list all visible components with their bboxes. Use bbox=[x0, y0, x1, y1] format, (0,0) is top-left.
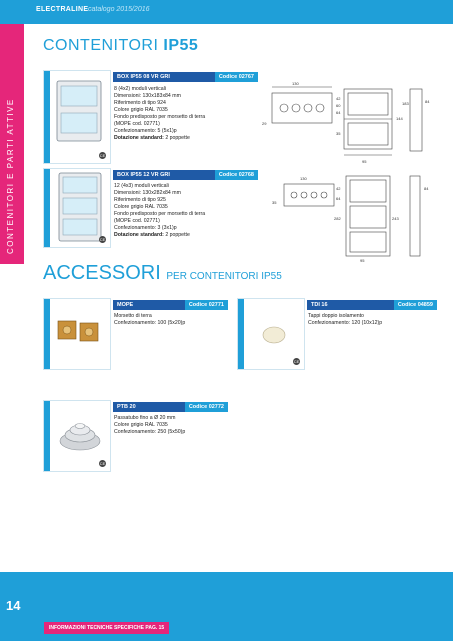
svg-text:84: 84 bbox=[425, 99, 430, 104]
accessory-name: PTB 20 bbox=[117, 404, 136, 410]
product-photo-box-08 bbox=[43, 70, 111, 164]
section-title-contenitori: CONTENITORI IP55 bbox=[43, 37, 199, 54]
product-band bbox=[113, 170, 258, 180]
ce-mark-icon: CE bbox=[293, 359, 300, 364]
accessory-photo-mope bbox=[43, 298, 111, 370]
brand-logo: ELECTRALINE bbox=[36, 6, 89, 13]
product-description: 8 (4x2) moduli verticali Dimensioni: 130x183x84 mm Riferimento di tipo 924 Colore grigio RAL 7035 Fondo predisposto per morsetto di terra (MOPE cod. 02771) Confezionamento: 5 (5x1)p Dotazione standard: 2 poppette bbox=[114, 86, 206, 141]
product-code: Codice 02768 bbox=[215, 170, 258, 180]
ce-mark-icon: CE bbox=[99, 153, 106, 158]
enclosure-image bbox=[44, 71, 110, 163]
terminal-image bbox=[44, 299, 110, 369]
ce-mark-icon: CE bbox=[99, 461, 106, 466]
accessory-description: Tappi doppio isolamento Confezionamento: 120 (10x12)p bbox=[308, 313, 383, 326]
top-bar bbox=[0, 0, 453, 24]
ce-mark-icon: CE bbox=[99, 237, 106, 242]
accessory-photo-ptb bbox=[43, 400, 111, 472]
accessory-band bbox=[307, 300, 437, 310]
svg-text:130: 130 bbox=[292, 81, 299, 86]
product-name: BOX IP55 12 VR GRI bbox=[117, 172, 170, 178]
bottom-bar bbox=[0, 572, 453, 641]
accessory-description: Passatubo fino a Ø 20 mm Colore grigio RAL 7035 Confezionamento: 250 (5x50)p bbox=[114, 415, 186, 435]
accessory-band bbox=[113, 300, 228, 310]
accessory-name: TDI 16 bbox=[311, 302, 328, 308]
accessory-name: MOPE bbox=[117, 302, 134, 308]
svg-text:42: 42 bbox=[336, 96, 341, 101]
svg-text:64: 64 bbox=[336, 196, 341, 201]
svg-text:84: 84 bbox=[424, 186, 429, 191]
svg-text:282: 282 bbox=[334, 216, 341, 221]
accessory-photo-tdi bbox=[237, 298, 305, 370]
sidebar bbox=[0, 24, 24, 264]
svg-text:35: 35 bbox=[336, 131, 341, 136]
svg-text:42: 42 bbox=[336, 186, 341, 191]
svg-text:144: 144 bbox=[396, 116, 403, 121]
catalog-label: catalogo 2015/2016 bbox=[88, 6, 150, 13]
svg-text:35: 35 bbox=[272, 200, 277, 205]
accessory-description: Morsetto di terra Confezionamento: 100 (5x20)p bbox=[114, 313, 186, 326]
product-band bbox=[113, 72, 258, 82]
svg-text:29: 29 bbox=[262, 121, 267, 126]
page-number: 14 bbox=[6, 598, 21, 613]
accessory-code: Codice 02771 bbox=[185, 300, 228, 310]
svg-text:60: 60 bbox=[336, 103, 341, 108]
accessory-code: Codice 04859 bbox=[394, 300, 437, 310]
svg-text:95: 95 bbox=[360, 258, 365, 263]
product-name: BOX IP55 08 VR GRI bbox=[117, 74, 170, 80]
product-code: Codice 02767 bbox=[215, 72, 258, 82]
technical-info-link[interactable]: INFORMAZIONI TECNICHE SPECIFICHE PAG. 15 bbox=[44, 622, 169, 634]
section-title-accessori: ACCESSORI PER CONTENITORI IP55 bbox=[43, 262, 282, 284]
accessory-code: Codice 02772 bbox=[185, 402, 228, 412]
sidebar-label: CONTENITORI E PARTI ATTIVE bbox=[6, 98, 15, 254]
svg-text:130: 130 bbox=[300, 176, 307, 181]
svg-text:64: 64 bbox=[336, 110, 341, 115]
technical-drawing-box-12 bbox=[262, 170, 442, 265]
product-description: 12 (4x3) moduli verticali Dimensioni: 130x282x84 mm Riferimento di tipo 925 Colore grigio RAL 7035 Fondo predisposto per morsetto di terra (MOPE cod. 02771) Confezionamento: 3 (3x1)p Dotazione standard: 2 poppette bbox=[114, 183, 206, 238]
svg-text:243: 243 bbox=[392, 216, 399, 221]
svg-text:183: 183 bbox=[402, 101, 409, 106]
accessory-band bbox=[113, 402, 228, 412]
product-photo-box-12 bbox=[43, 168, 111, 248]
technical-drawing-box-08 bbox=[262, 75, 442, 170]
svg-text:95: 95 bbox=[362, 159, 367, 164]
